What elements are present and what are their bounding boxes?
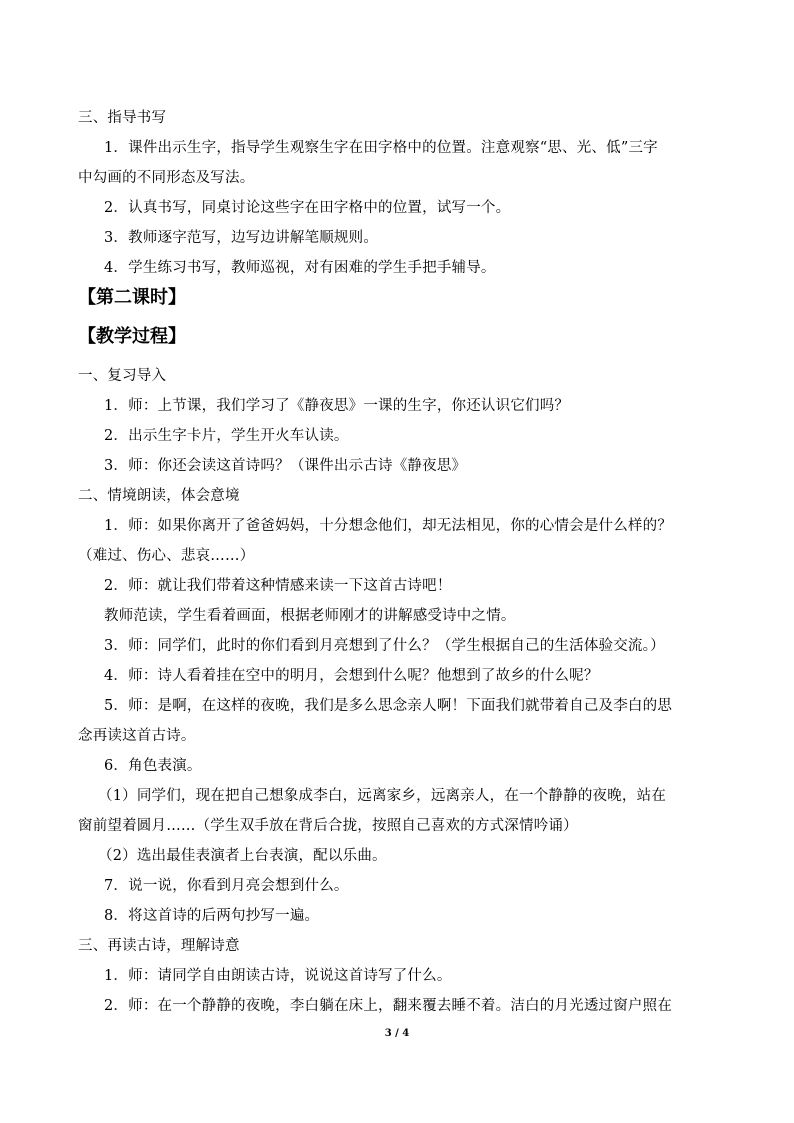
list-item: 1．师：请同学自由朗读古诗，说说这首诗写了什么。 [104,968,452,984]
list-item: 4．师：诗人看着挂在空中的明月，会想到什么呢？他想到了故乡的什么呢？ [104,668,599,684]
sub-list-item-continuation: 窗前望着圆月……（学生双手放在背后合拢，按照自己喜欢的方式深情吟诵） [78,818,578,834]
list-item: 3．师：同学们，此时的你们看到月亮想到了什么？（学生根据自己的生活体验交流。） [104,638,665,654]
list-item-continuation: （难过、伤心、悲哀……） [78,548,255,564]
lesson-title: 【第二课时】 [78,287,186,308]
sub-list-item: （2）选出最佳表演者上台表演，配以乐曲。 [98,848,387,864]
section-heading: 二、情境朗读，体会意境 [78,488,240,504]
section-heading: 三、指导书写 [78,110,167,126]
list-item: 2．师：在一个静静的夜晚，李白躺在床上，翻来覆去睡不着。洁白的月光透过窗户照在 [104,998,673,1014]
list-item: 1．师：如果你离开了爸爸妈妈，十分想念他们，却无法相见，你的心情会是什么样的？ [104,518,673,534]
list-item-continuation: 中勾画的不同形态及写法。 [78,170,255,186]
page-number: 3 / 4 [384,1028,410,1039]
process-title: 【教学过程】 [78,326,186,347]
list-item: 7．说一说，你看到月亮会想到什么。 [104,878,349,894]
list-item: 8．将这首诗的后两句抄写一遍。 [104,908,320,924]
list-item: 2．师：就让我们带着这种情感来读一下这首古诗吧！ [104,578,452,594]
section-heading: 一、复习导入 [78,368,167,384]
list-item: 3．师：你还会读这首诗吗？（课件出示古诗《静夜思》 [104,458,467,474]
section-heading: 三、再读古诗，理解诗意 [78,938,240,954]
list-item: 2．出示生字卡片，学生开火车认读。 [104,428,349,444]
list-item: 6．角色表演。 [104,758,202,774]
list-item: 5．师：是啊，在这样的夜晚，我们是多么思念亲人啊！下面我们就带着自己及李白的思 [104,698,673,714]
paragraph: 教师范读，学生看着画面，根据老师刚才的讲解感受诗中之情。 [104,608,516,624]
list-item-continuation: 念再读这首古诗。 [78,728,196,744]
sub-list-item: （1）同学们，现在把自己想象成李白，远离家乡，远离亲人，在一个静静的夜晚，站在 [98,788,667,804]
list-item: 1．师：上节课，我们学习了《静夜思》一课的生字，你还认识它们吗？ [104,398,570,414]
list-item: 2．认真书写，同桌讨论这些字在田字格中的位置，试写一个。 [104,200,511,216]
list-item: 3．教师逐字范写，边写边讲解笔顺规则。 [104,230,379,246]
list-item: 4．学生练习书写，教师巡视，对有困难的学生手把手辅导。 [104,260,496,276]
list-item: 1．课件出示生字，指导学生观察生字在田字格中的位置。注意观察“思、光、低”三字 [104,140,658,156]
